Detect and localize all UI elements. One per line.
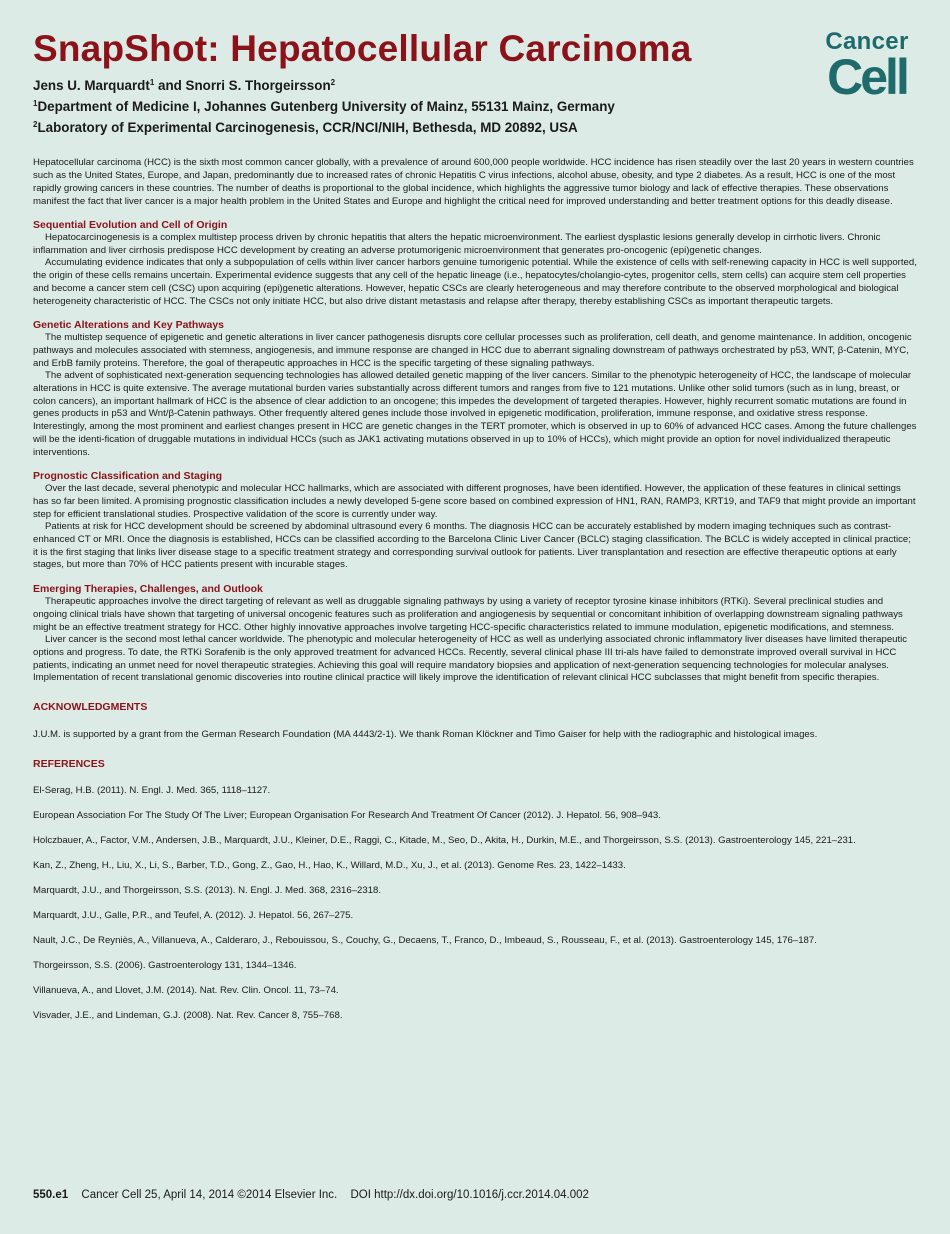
journal-citation: Cancer Cell 25, April 14, 2014 ©2014 Elsevier Inc. xyxy=(81,1189,338,1201)
acknowledgments-text: J.U.M. is supported by a grant from the German Research Foundation (MA 4443/2-1). We thank Roman Klöckner and Timo Gaiser for help with the radiographic and histological images. xyxy=(33,729,818,741)
section-paragraph: Accumulating evidence indicates that only a subpopulation of cells within liver cancer harbors genuine tumorigenic potential. While the existence of cells with self-renewing capacity in HCC is well supported, the origin of these cells remains uncertain. Experimental evidence suggests that any cell of the hepatic lineage (i.e., hepatocytes/cholangio-cytes, progenitor cells, stem cells) can acquire stem cell properties and become a cancer stem cell (CSC) upon acquiring (epi)genetic alterations. However, hepatic CSCs are clearly heterogeneous and may therefore contribute to the observed morphological and biological heterogeneity characteristic of HCC. The CSCs not only initiate HCC, but also drive distant metastasis and relapse after therapy, thereby establishing CSCs as important therapeutic targets. xyxy=(33,257,917,307)
reference-item: Kan, Z., Zheng, H., Liu, X., Li, S., Barber, T.D., Gong, Z., Gao, H., Hao, K., Willard, M.D., Xu, J., et al. (2013). Genome Res. 23, 1422–1433. xyxy=(33,860,626,872)
affiliation-2 xyxy=(33,116,917,137)
logo-top-text: Cancer xyxy=(825,28,909,55)
references-heading: REFERENCES xyxy=(33,758,105,771)
section-paragraph: Liver cancer is the second most lethal cancer worldwide. The phenotypic and molecular heterogeneity of HCC as well as underlying associated chronic inflammatory liver diseases have limited therapeutic options and progress. To date, the RTKi Sorafenib is the only approved treatment for advanced HCCs. Recently, several clinical phase III tri-als have failed to demonstrate improved overall survival in HCC patients, indicating an unmet need for novel therapeutic strategies. Achieving this goal will require mandatory biopsies and application of next-generation sequencing technologies for molecular analyses. Implementation of recent translational genomic discoveries into routine clinical practice will likely improve the identification of relevant clinical HCC subclasses that might benefit from specific therapies. xyxy=(33,634,908,684)
page-number: 550.e1 xyxy=(33,1189,69,1201)
author-1: Jens U. Marquardt xyxy=(33,78,150,93)
reference-item: European Association For The Study Of The Liver; European Organisation For Research And Treatment Of Cancer (2012). J. Hepatol. 56, 908–943. xyxy=(33,810,661,822)
reference-item: Marquardt, J.U., Galle, P.R., and Teufel, A. (2012). J. Hepatol. 56, 267–275. xyxy=(33,910,354,922)
affiliation-2-sup: 2 xyxy=(33,120,38,129)
section-heading: Emerging Therapies, Challenges, and Outlook xyxy=(33,583,263,596)
reference-item: El-Serag, H.B. (2011). N. Engl. J. Med. 365, 1118–1127. xyxy=(33,785,271,797)
section-paragraph: The advent of sophisticated next-generation sequencing technologies has allowed detailed genetic mapping of the liver cancers. Similar to the phenotypic heterogeneity of HCC, the landscape of molecular alterations in HCC is quite extensive. The average mutational burden varies substantially across different tumors and ranges from five to 121 mutations. Unlike other solid tumors (such as in lung, breast, or colon cancers), an important hallmark of HCC is the absence of clear addiction to an oncogene; this impedes the development of targeted therapies. However, highly recurrent somatic mutations are found in genes products in p53 and Wnt/β-Catenin pathways. Other frequently altered genes include those involved in epigenetic modification, proliferation, immune response, and oxidative stress response. Interestingly, among the most prominent and earliest changes present in HCC are genetic changes in the TERT promoter, which is observed in up to 60% of advanced HCC cases. Among the future challenges will be the identi-fication of druggable mutations in individual HCCs (such as JAK1 activating mutations observed in up to 10% of HCCs), which might provide an option for novel individualized therapeutic interventions. xyxy=(33,370,917,458)
author-2-sup: 2 xyxy=(330,78,336,87)
section-origin xyxy=(33,219,917,308)
author-2: Snorri S. Thorgeirsson xyxy=(185,78,331,93)
section-paragraph: The multistep sequence of epigenetic and genetic alterations in liver cancer pathogenesis disrupts core cellular processes such as proliferation, cell death, and genome maintenance. In addition, oncogenic pathways and molecules associated with stemness, angiogenesis, and immune response are changed in HCC due to aberrant signaling downstream of pathways orchestrated by p53, WNT, β-Catenin, MYC, and ErbB family proteins. Therefore, the goal of therapeutic approaches in HCC is the specific targeting of these signaling pathways. xyxy=(33,332,912,369)
section-heading: Sequential Evolution and Cell of Origin xyxy=(33,219,228,231)
affiliation-2-text: Laboratory of Experimental Carcinogenesis, CCR/NCI/NIH, Bethesda, MD 20892, USA xyxy=(37,120,578,135)
affiliation-1-text: Department of Medicine I, Johannes Gutenberg University of Mainz, 55131 Mainz, Germany xyxy=(37,99,615,114)
section-genetics xyxy=(33,319,917,459)
section-paragraph: Therapeutic approaches involve the direct targeting of relevant as well as druggable signaling pathways by using a variety of receptor tyrosine kinase inhibitors (RTKi). Several preclinical studies and ongoing clinical trials have shown that targeting of universal oncogenic features such as proliferation and angiogenesis by sequential or concomitant inhibition of overlapping downstream signaling pathways might be an effective treatment strategy for HCC. Other highly innovative approaches involve targeting HCC-specific characteristics related to immune modulation, epigenetic modifications, and stemness. xyxy=(33,596,903,633)
reference-item: Holczbauer, A., Factor, V.M., Andersen, J.B., Marquardt, J.U., Kleiner, D.E., Raggi, C., Kitade, M., Seo, D., Akita, H., Durkin, M.E., and Thorgeirsson, S.S. (2013). Gastroenterology 145, 221–231. xyxy=(33,835,856,847)
intro-paragraph: Hepatocellular carcinoma (HCC) is the sixth most common cancer globally, with a prevalence of around 600,000 people worldwide. HCC incidence has risen steadily over the last 20 years in western countries such as the United States, Europe, and Japan, predominantly due to increased rates of chronic Hepatitis C virus infections, alcohol abuse, obesity, and type 2 diabetes. As a result, HCC is one of the most rapidly growing cancers in these countries. The number of deaths is proportional to the global incidence, which highlights the aggressive tumor biology and lack of effective therapies. These observations manifest the fact that liver cancer is a major health problem in the United States and Europe and highlight the critical need for improved understanding and better treatment options for this deadly disease. xyxy=(33,157,914,207)
page-content xyxy=(33,24,917,1034)
section-paragraph: Over the last decade, several phenotypic and molecular HCC hallmarks, which are associated with different prognoses, have been identified. However, the application of these features in clinical settings has so far been limited. A promising prognostic classification includes a newly developed 5-gene score based on combined expression of HN1, RAN, RAMP3, KRT19, and TAF9 that might provide an important step for efficient translational studies. Prospective validation of the score is currently under way. xyxy=(33,483,916,520)
author-join: and xyxy=(154,78,186,93)
author-1-sup: 1 xyxy=(149,78,155,87)
reference-item: Thorgeirsson, S.S. (2006). Gastroenterology 131, 1344–1346. xyxy=(33,960,297,972)
reference-item: Nault, J.C., De Reyniès, A., Villanueva, A., Calderaro, J., Rebouissou, S., Couchy, G., Decaens, T., Franco, D., Imbeaud, S., Rousseau, F., et al. (2013). Gastroenterology 145, 176–187. xyxy=(33,935,817,947)
page-footer xyxy=(33,1189,589,1201)
page-title: SnapShot: Hepatocellular Carcinoma xyxy=(33,28,692,69)
author-line xyxy=(33,74,917,95)
section-therapies xyxy=(33,583,917,685)
logo-bottom-text: Cell xyxy=(827,49,907,105)
section-prognosis xyxy=(33,470,917,572)
affiliation-1-sup: 1 xyxy=(33,99,38,108)
doi-text: DOI http://dx.doi.org/10.1016/j.ccr.2014.04.002 xyxy=(350,1189,589,1201)
references-list xyxy=(33,784,917,1022)
reference-item: Villanueva, A., and Llovet, J.M. (2014). Nat. Rev. Clin. Oncol. 11, 73–74. xyxy=(33,985,339,997)
acknowledgments-heading: ACKNOWLEDGMENTS xyxy=(33,701,148,714)
section-heading: Prognostic Classification and Staging xyxy=(33,470,223,483)
affiliation-1 xyxy=(33,95,917,116)
reference-item: Marquardt, J.U., and Thorgeirsson, S.S. (2013). N. Engl. J. Med. 368, 2316–2318. xyxy=(33,885,382,897)
reference-item: Visvader, J.E., and Lindeman, G.J. (2008). Nat. Rev. Cancer 8, 755–768. xyxy=(33,1010,343,1022)
section-heading: Genetic Alterations and Key Pathways xyxy=(33,319,225,332)
section-paragraph: Hepatocarcinogenesis is a complex multistep process driven by chronic hepatitis that alters the hepatic microenvironment. The earliest dysplastic lesions generally develop in cirrhotic livers. Chronic inflammation and liver cirrhosis predispose HCC development by creating an adverse protumorigenic microenvironment that generates pro-oncogenic (epi)genetic changes. xyxy=(33,232,881,256)
section-paragraph: Patients at risk for HCC development should be screened by abdominal ultrasound every 6 months. The diagnosis HCC can be accurately established by modern imaging techniques such as contrast-enhanced CT or MRI. Once the diagnosis is established, HCCs can be classified according to the Barcelona Clinic Liver Cancer (BCLC) staging classification. The BCLC is widely accepted in clinical practice; it is the first staging that links liver disease stage to a specific treatment strategy and corresponding survival outlook for patients. Liver transplantation and resection are effective therapeutic options at early stages, but more than 70% of HCC patients present with incurable stages. xyxy=(33,521,911,571)
